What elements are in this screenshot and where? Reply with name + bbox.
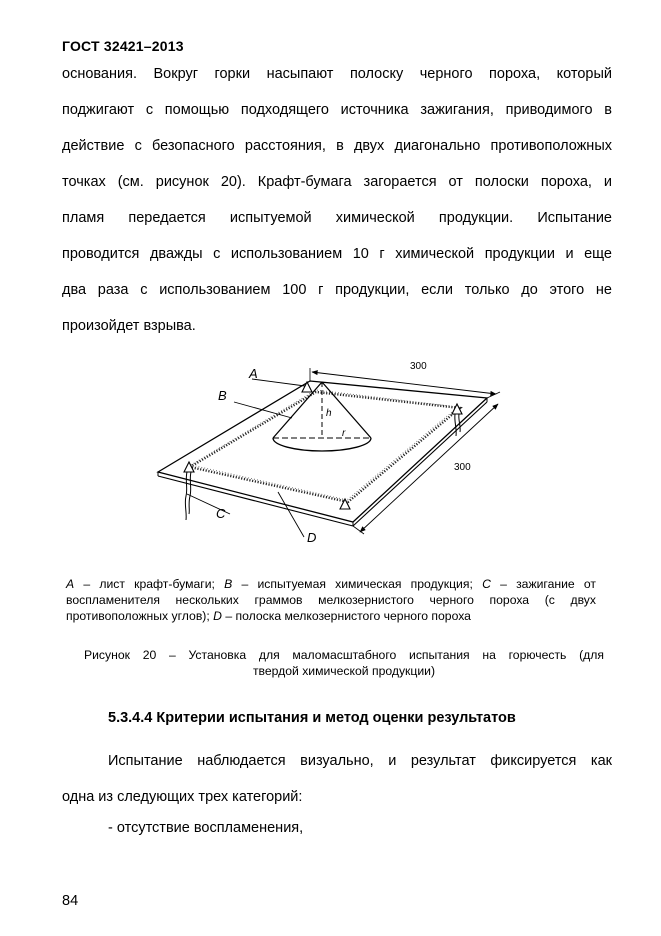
section-heading: 5.3.4.4 Критерии испытания и метод оценки результатов [108,710,516,726]
dimension-top-value: 300 [410,361,427,372]
paragraph-1 [62,56,612,344]
label-b: B [218,388,227,403]
legend-line-3 [66,608,596,624]
legend-text-b: – испытуемая химическая продукция; [232,577,483,591]
figure-20-diagram [148,354,520,550]
figure-legend [66,576,596,624]
paragraph-line: произойдет взрыва. [62,318,196,334]
paragraph-line: два раза с использованием 100 г продукции, если только до этого не [62,282,612,298]
figure-title [84,647,604,679]
legend-line-1 [66,576,596,592]
paragraph-line: основания. Вокруг горки насыпают полоску черного пороха, который [62,66,612,82]
label-d: D [307,530,317,545]
paragraph-line: одна из следующих трех категорий: [62,789,303,805]
legend-key-b: B [224,577,233,591]
paragraph-line: Испытание наблюдается визуально, и результат фиксируется как [108,753,612,769]
label-height: h [326,408,332,419]
legend-key-c: C [482,577,491,591]
figure-title-line-2: твердой химической продукции) [252,664,436,678]
page-number: 84 [62,893,79,909]
paragraph-line: действие с безопасного расстояния, в двух диагонально противоположных [62,138,612,154]
paragraph-line: точках (см. рисунок 20). Крафт-бумага загорается от полоски пороха, и [62,174,612,190]
label-a: A [249,366,258,381]
paragraph-line: проводится дважды с использованием 10 г химической продукции и еще [62,246,612,262]
legend-text-d: – полоска мелкозернистого черного пороха [221,609,471,623]
list-item: - отсутствие воспламенения, [108,820,304,836]
paragraph-line: поджигают с помощью подходящего источника зажигания, приводимого в [62,102,612,118]
document-header: ГОСТ 32421–2013 [62,38,184,54]
legend-text-c-end: противоположных углов); [66,609,214,623]
legend-line-2: воспламенителя нескольких граммов мелкозернистого черного пороха (с двух [66,593,596,607]
legend-text-c: – зажигание от [490,577,596,591]
legend-key-d: D [213,609,222,623]
label-radius: r [342,428,346,439]
figure-title-line-1: Рисунок 20 – Установка для маломасштабного испытания на горючесть (для [84,648,604,662]
legend-text-a: – лист крафт-бумаги; [74,577,225,591]
legend-key-a: A [66,577,75,591]
paragraph-2 [62,743,612,815]
label-c: C [216,506,226,521]
dimension-right-value: 300 [454,462,471,473]
paragraph-line: пламя передается испытуемой химической продукции. Испытание [62,210,612,226]
